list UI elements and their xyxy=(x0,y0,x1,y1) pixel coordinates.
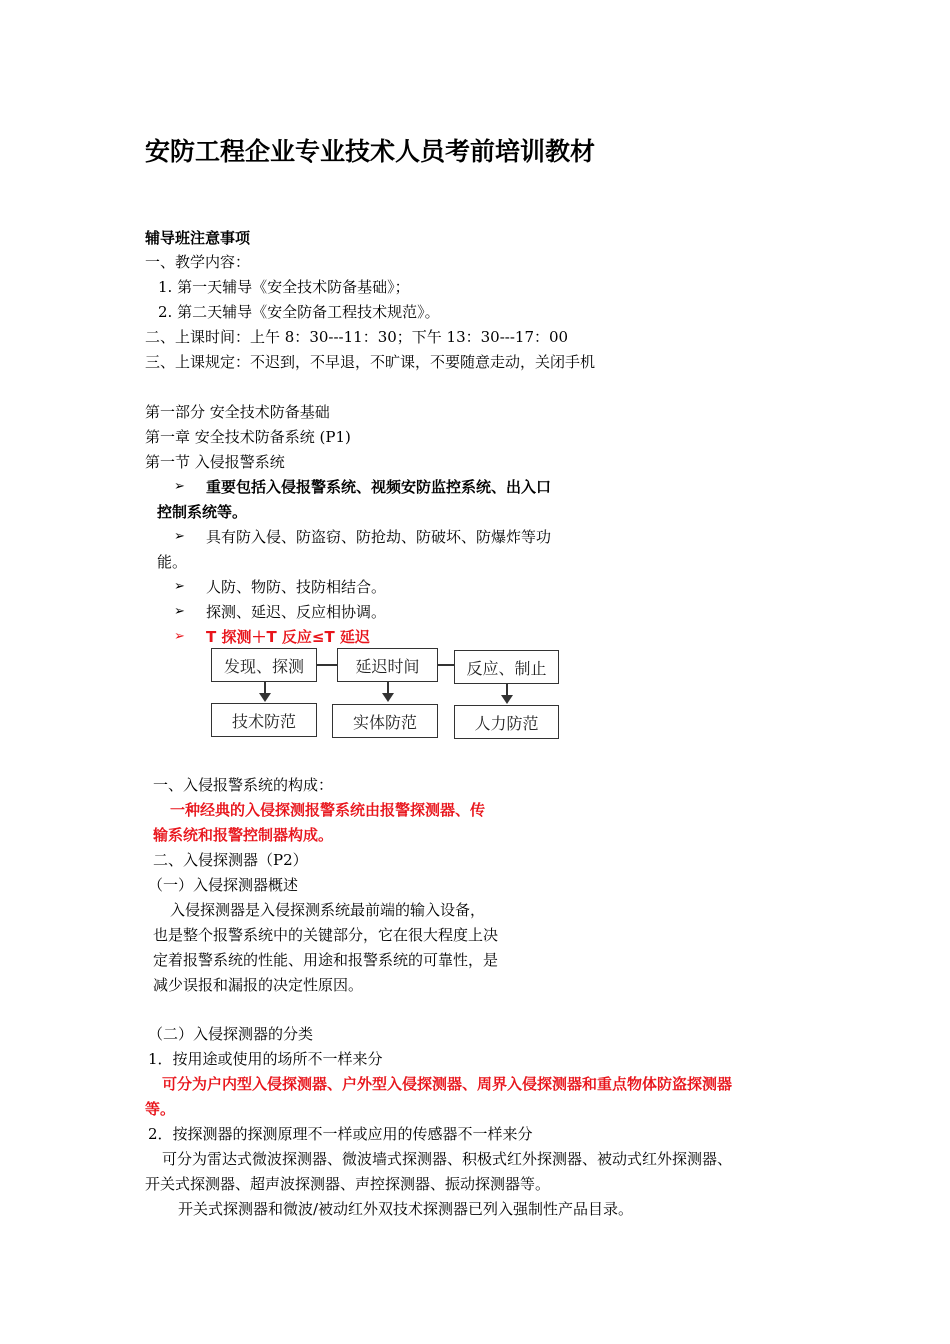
classification-2-line-3: 开关式探测器和微波/被动红外双技术探测器已列入强制性产品目录。 xyxy=(178,1200,634,1218)
detector-overview-line-2: 也是整个报警系统中的关键部分，它在很大程度上决 xyxy=(153,926,499,944)
composition-heading: 一、入侵报警系统的构成： xyxy=(153,776,334,794)
diagram-box-delay: 延迟时间 xyxy=(337,648,438,682)
diagram-box-human: 人力防范 xyxy=(454,705,559,739)
chapter-title: 第一章 安全技术防备系统 (P1) xyxy=(145,428,351,446)
bullet-arrow-icon: ➢ xyxy=(174,629,185,644)
down-arrow-icon xyxy=(259,693,271,702)
composition-red-line-1: 一种经典的入侵探测报警系统由报警探测器、传 xyxy=(170,801,486,819)
bullet-arrow-icon: ➢ xyxy=(174,604,185,619)
bullet-1-line-2: 控制系统等。 xyxy=(157,503,248,521)
classification-1-red-line-1: 可分为户内型入侵探测器、户外型入侵探测器、周界入侵探测器和重点物体防盗探测器 xyxy=(162,1075,733,1093)
section-title: 第一节 入侵报警系统 xyxy=(145,453,285,471)
bullet-2-line-2: 能。 xyxy=(157,553,188,571)
classification-1-red-line-2: 等。 xyxy=(145,1100,176,1118)
notice-item-rules: 三、上课规定：不迟到，不早退，不旷课，不要随意走动，关闭手机 xyxy=(145,353,596,371)
notice-item-day2: 2. 第二天辅导《安全防备工程技术规范》。 xyxy=(158,303,440,321)
document-title: 安防工程企业专业技术人员考前培训教材 xyxy=(145,137,596,166)
classification-2: 2．按探测器的探测原理不一样或应用的传感器不一样来分 xyxy=(148,1125,533,1143)
notice-item-content: 一、教学内容： xyxy=(145,253,251,271)
classification-1: 1．按用途或使用的场所不一样来分 xyxy=(148,1050,383,1068)
detector-overview-heading: （一）入侵探测器概述 xyxy=(148,876,299,894)
down-arrow-icon xyxy=(501,695,513,704)
detector-overview-line-4: 减少误报和漏报的决定性原因。 xyxy=(153,976,364,994)
classification-2-line-1: 可分为雷达式微波探测器、微波墙式探测器、积极式红外探测器、被动式红外探测器、 xyxy=(162,1150,733,1168)
detector-overview-line-3: 定着报警系统的性能、用途和报警系统的可靠性，是 xyxy=(153,951,499,969)
diagram-box-detect: 发现、探测 xyxy=(211,648,317,682)
detector-heading: 二、入侵探测器（P2） xyxy=(153,851,308,869)
bullet-1-line-1: 重要包括入侵报警系统、视频安防监控系统、出入口 xyxy=(206,478,552,496)
detector-classification-heading: （二）入侵探测器的分类 xyxy=(148,1025,314,1043)
composition-red-line-2: 输系统和报警控制器构成。 xyxy=(153,826,334,844)
diagram-box-physical: 实体防范 xyxy=(332,704,438,738)
bullet-2-line-1: 具有防入侵、防盗窃、防抢劫、防破坏、防爆炸等功 xyxy=(206,528,552,546)
notice-item-time: 二、上课时间：上午 8：30---11：30；下午 13：30---17：00 xyxy=(145,328,569,346)
diagram-box-response: 反应、制止 xyxy=(454,650,559,684)
classification-2-line-2: 开关式探测器、超声波探测器、声控探测器、振动探测器等。 xyxy=(145,1175,551,1193)
bullet-arrow-icon: ➢ xyxy=(174,479,185,494)
diagram-box-technical: 技术防范 xyxy=(211,703,317,737)
part-title: 第一部分 安全技术防备基础 xyxy=(145,403,330,421)
notice-heading: 辅导班注意事项 xyxy=(145,229,251,247)
down-arrow-icon xyxy=(382,693,394,702)
diagram-connector xyxy=(317,664,337,666)
bullet-4: 探测、延迟、反应相协调。 xyxy=(206,603,387,621)
notice-item-day1: 1. 第一天辅导《安全技术防备基础》； xyxy=(158,278,410,296)
bullet-5-formula: T 探测＋T 反应≤T 延迟 xyxy=(206,628,370,646)
bullet-3: 人防、物防、技防相结合。 xyxy=(206,578,387,596)
diagram-connector xyxy=(438,664,454,666)
bullet-arrow-icon: ➢ xyxy=(174,579,185,594)
detector-overview-line-1: 入侵探测器是入侵探测系统最前端的输入设备， xyxy=(170,901,486,919)
bullet-arrow-icon: ➢ xyxy=(174,529,185,544)
